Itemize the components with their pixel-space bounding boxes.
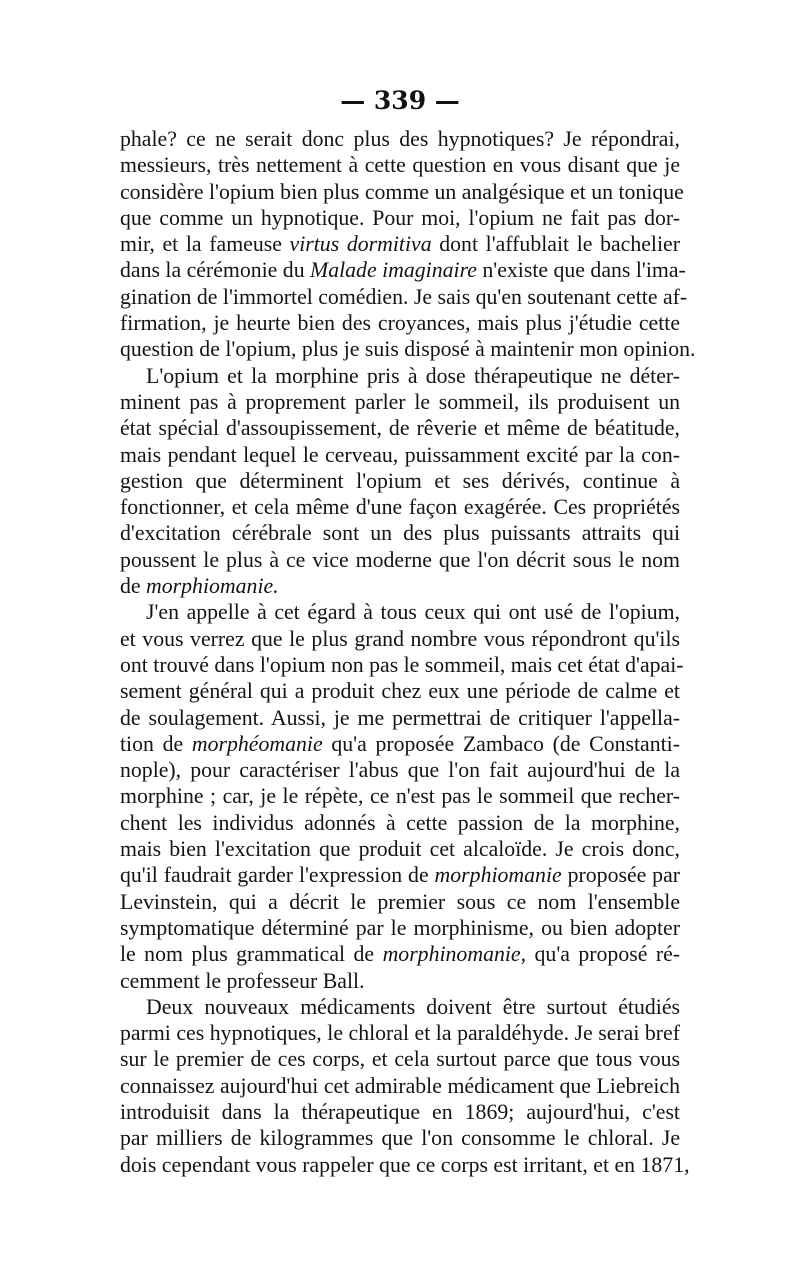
- text-line: morphine ; car, je le répète, ce n'est pas le sommeil que recher-: [120, 784, 680, 809]
- text-line: J'en appelle à cet égard à tous ceux qui ont usé de l'opium,: [146, 600, 680, 625]
- text-line: le nom plus grammatical de morphinomanie, qu'a proposé ré-: [120, 942, 681, 967]
- text-line: sur le premier de ces corps, et cela surtout parce que tous vous: [120, 1047, 680, 1072]
- text-line: minent pas à proprement parler le sommeil, ils produisent un: [120, 389, 680, 414]
- text-line: nople), pour caractériser l'abus que l'on fait aujourd'hui de la: [120, 758, 680, 783]
- page-number: — 339 —: [340, 86, 460, 115]
- text-line: que comme un hypnotique. Pour moi, l'opium ne fait pas dor-: [120, 205, 680, 230]
- text-line: question de l'opium, plus je suis disposé à maintenir mon opinion.: [120, 337, 696, 362]
- text-line: introduisit dans la thérapeutique en 1869; aujourd'hui, c'est: [120, 1099, 680, 1124]
- italic-term: morphinomanie,: [382, 942, 527, 967]
- text-line: L'opium et la morphine pris à dose thérapeutique ne déter-: [146, 363, 680, 388]
- text-line: Deux nouveaux médicaments doivent être surtout étudiés: [146, 994, 680, 1019]
- italic-title: Malade imaginaire: [310, 258, 477, 283]
- text-line: fonctionner, et cela même d'une façon exagérée. Ces propriétés: [120, 495, 680, 520]
- text-line: messieurs, très nettement à cette question en vous disant que je: [120, 153, 680, 178]
- text-line: et vous verrez que le plus grand nombre vous répondront qu'ils: [120, 626, 680, 651]
- italic-term: morphiomanie.: [146, 574, 279, 599]
- text-line: cemment le professeur Ball.: [120, 968, 365, 993]
- text-line: gination de l'immortel comédien. Je sais qu'en soutenant cette af-: [120, 284, 688, 309]
- text-line: symptomatique déterminé par le morphinisme, ou bien adopter: [120, 915, 680, 940]
- text-line: parmi ces hypnotiques, le chloral et la paraldéhyde. Je serai bref: [120, 1021, 680, 1046]
- italic-term: virtus dormitiva: [289, 232, 432, 257]
- text-line: dans la cérémonie du Malade imaginaire n'existe que dans l'ima-: [120, 258, 686, 283]
- text-line: firmation, je heurte bien des croyances, mais plus j'étudie cette: [120, 311, 680, 336]
- text-line: mais pendant lequel le cerveau, puissamment excité par la con-: [120, 442, 680, 467]
- text-line: ont trouvé dans l'opium non pas le sommeil, mais cet état d'apai-: [120, 652, 684, 677]
- text-line: chent les individus adonnés à cette passion de la morphine,: [120, 810, 680, 835]
- text-line: poussent le plus à ce vice moderne que l'on décrit sous le nom: [120, 547, 680, 572]
- text-line: connaissez aujourd'hui cet admirable médicament que Liebreich: [120, 1073, 680, 1098]
- text-line: gestion que déterminent l'opium et ses dérivés, continue à: [120, 468, 680, 493]
- text-line: mais bien l'excitation que produit cet alcaloïde. Je crois donc,: [120, 837, 680, 862]
- text-line: dois cependant vous rappeler que ce corps est irritant, et en 1871,: [120, 1152, 690, 1177]
- text-line: état spécial d'assoupissement, de rêverie et même de béatitude,: [120, 416, 680, 441]
- text-line: sement général qui a produit chez eux une période de calme et: [120, 679, 680, 704]
- italic-term: morphiomanie: [434, 863, 562, 888]
- italic-term: morphéomanie: [191, 731, 323, 756]
- text-line: phale? ce ne serait donc plus des hypnotiques? Je répondrai,: [120, 127, 680, 151]
- text-line: de soulagement. Aussi, je me permettrai de critiquer l'appella-: [120, 705, 680, 730]
- text-line: d'excitation cérébrale sont un des plus puissants attraits qui: [120, 521, 680, 546]
- text-line: qu'il faudrait garder l'expression de morphiomanie proposée par: [120, 863, 681, 888]
- text-line: mir, et la fameuse virtus dormitiva dont l'affublait le bachelier: [120, 232, 680, 257]
- text-line: tion de morphéomanie qu'a proposée Zambaco (de Constanti-: [120, 731, 680, 756]
- text-line: Levinstein, qui a décrit le premier sous ce nom l'ensemble: [120, 889, 680, 914]
- body-text: [120, 126, 696, 1178]
- text-line: considère l'opium bien plus comme un analgésique et un tonique: [120, 179, 684, 204]
- text-line: par milliers de kilogrammes que l'on consomme le chloral. Je: [120, 1126, 680, 1151]
- text-line: de morphiomanie.: [120, 574, 279, 599]
